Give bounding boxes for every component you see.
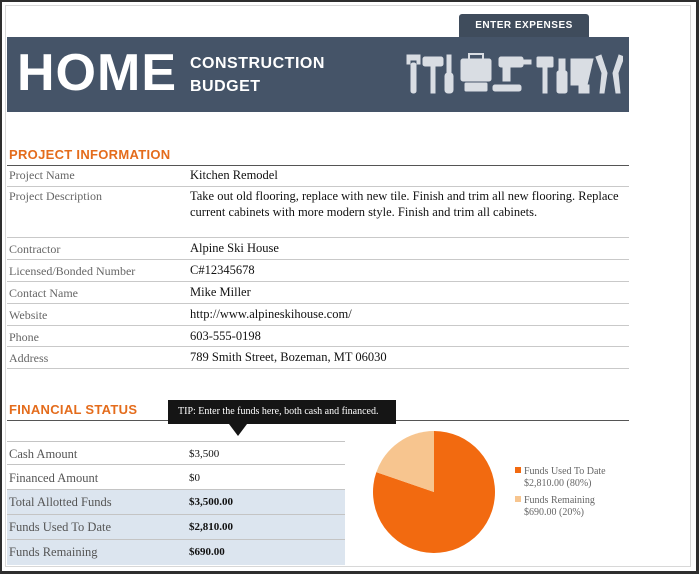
banner-subtitle-line1: CONSTRUCTION [190,55,325,72]
total-allotted-value: $3,500.00 [189,496,233,508]
funds-remaining-value: $690.00 [189,546,225,558]
legend-value-funds-remaining: $690.00 (20%) [524,507,584,518]
project-description-label: Project Description [9,189,102,203]
tip-tooltip: TIP: Enter the funds here, both cash and financed. [168,400,396,424]
banner-subtitle-line2: BUDGET [190,78,261,95]
cash-amount-value[interactable]: $3,500 [189,448,220,460]
contact-name-value[interactable]: Mike Miller [190,285,251,299]
tools-icon [405,51,623,99]
license-number-label: Licensed/Bonded Number [9,264,136,278]
header-banner [7,37,629,112]
funds-remaining-label: Funds Remaining [9,545,98,559]
financed-amount-value[interactable]: $0 [189,472,200,484]
funds-used-value: $2,810.00 [189,521,233,533]
tip-tooltip-arrow [229,424,247,436]
total-allotted-label: Total Allotted Funds [9,495,112,509]
legend-name-funds-remaining: Funds Remaining [524,495,595,506]
funds-remaining-row [7,540,345,565]
website-row [7,304,629,326]
contractor-row [7,238,629,260]
contact-name-row [7,282,629,304]
banner-subtitle [190,52,325,98]
legend-swatch-funds-used [515,467,521,473]
financed-amount-label: Financed Amount [9,471,99,485]
funds-used-row [7,515,345,540]
website-link[interactable]: http://www.alpineskihouse.com/ [190,307,352,321]
project-name-label: Project Name [9,168,75,182]
funds-used-label: Funds Used To Date [9,520,112,534]
website-label: Website [9,308,48,322]
enter-expenses-tab[interactable]: ENTER EXPENSES [459,14,589,38]
financial-status-heading: FINANCIAL STATUS [9,402,138,417]
contact-name-label: Contact Name [9,286,78,300]
address-label: Address [9,351,49,365]
project-information-heading: PROJECT INFORMATION [9,147,171,162]
license-number-row [7,260,629,282]
cash-amount-row [7,441,345,465]
legend-swatch-funds-remaining [515,496,521,502]
total-allotted-row [7,490,345,515]
license-number-value[interactable]: C#12345678 [190,263,255,277]
legend-item-funds-used [515,466,606,490]
legend-item-funds-remaining [515,495,595,519]
phone-row [7,326,629,347]
project-description-row [7,187,629,238]
contractor-value[interactable]: Alpine Ski House [190,241,279,255]
cash-amount-label: Cash Amount [9,447,78,461]
project-description-value[interactable]: Take out old flooring, replace with new tile. Finish and trim all new flooring. Replace current cabinets with more modern style. Finish and trim all cabinets. [190,189,619,219]
legend-value-funds-used: $2,810.00 (80%) [524,478,592,489]
financed-amount-row [7,466,345,490]
funds-pie-chart [372,430,496,554]
project-name-value[interactable]: Kitchen Remodel [190,168,278,182]
address-value[interactable]: 789 Smith Street, Bozeman, MT 06030 [190,350,387,364]
contractor-label: Contractor [9,242,61,256]
phone-label: Phone [9,330,39,344]
address-row [7,347,629,369]
phone-value[interactable]: 603-555-0198 [190,329,261,343]
project-name-row [7,166,629,187]
legend-name-funds-used: Funds Used To Date [524,466,606,477]
banner-home-title: HOME [17,44,177,102]
